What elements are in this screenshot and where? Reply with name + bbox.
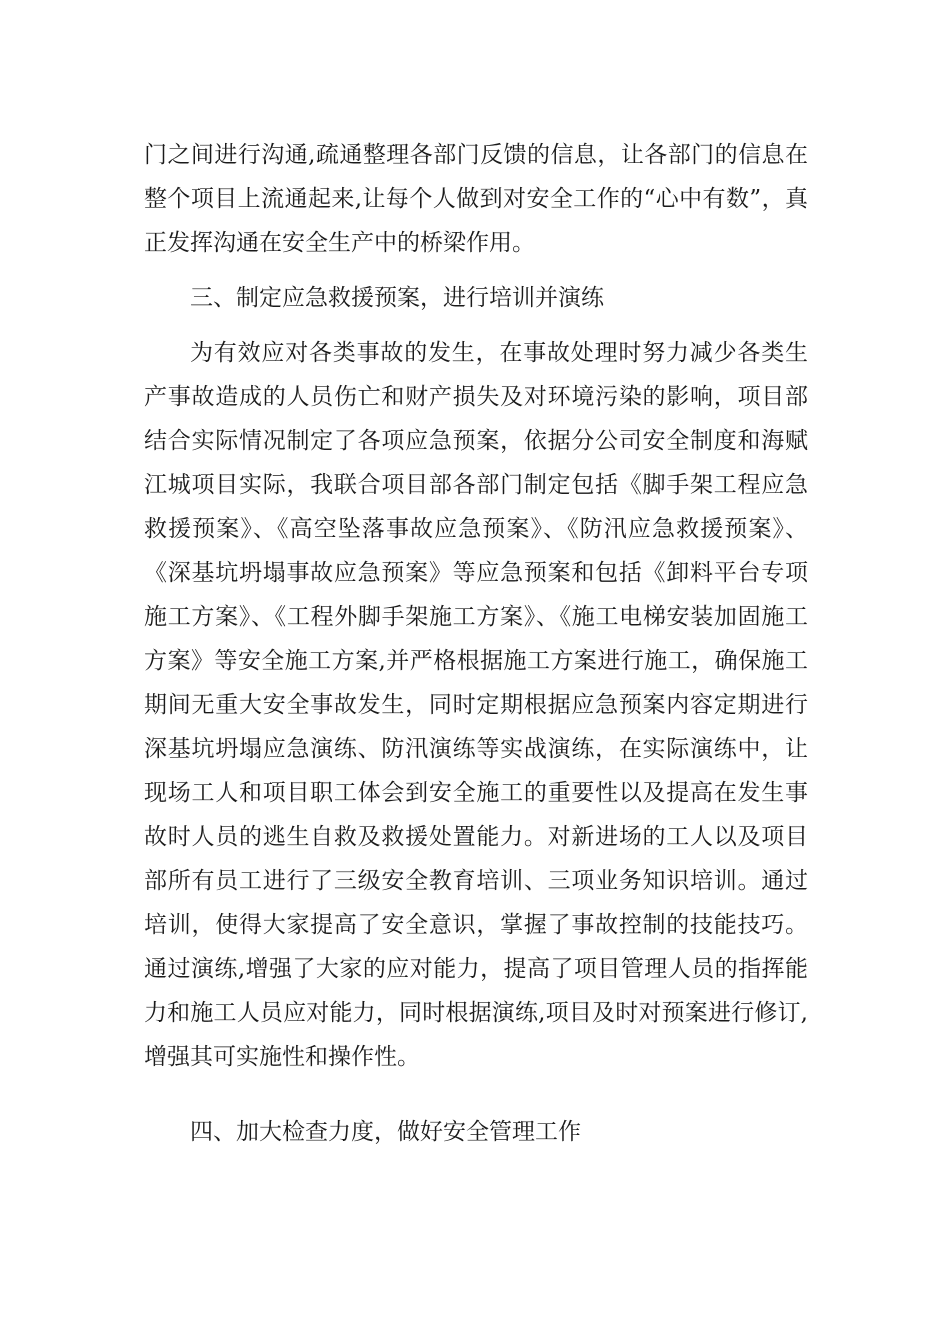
- section-heading-4: 四、加大检查力度，做好安全管理工作: [190, 1119, 581, 1145]
- paragraph-continuation: 门之间进行沟通,疏通整理各部门反馈的信息，让各部门的信息在整个项目上流通起来,让每个人做到对安全工作的“心中有数”，真正发挥沟通在安全生产中的桥梁作用。: [144, 142, 808, 256]
- paragraph-emergency-plan: 为有效应对各类事故的发生，在事故处理时努力减少各类生产事故造成的人员伤亡和财产损失及对环境污染的影响，项目部结合实际情况制定了各项应急预案，依据分公司安全制度和海赋江城项目实际，我联合项目部各部门制定包括《脚手架工程应急救援预案》、《高空坠落事故应急预案》、《防汛应急救援预案》、《深基坑坍塌事故应急预案》等应急预案和包括《卸料平台专项施工方案》、《工程外脚手架施工方案》、《施工电梯安装加固施工方案》等安全施工方案,并严格根据施工方案进行施工，确保施工期间无重大安全事故发生，同时定期根据应急预案内容定期进行深基坑坍塌应急演练、防汛演练等实战演练，在实际演练中，让现场工人和项目职工体会到安全施工的重要性以及提高在发生事故时人员的逃生自救及救援处置能力。对新进场的工人以及项目部所有员工进行了三级安全教育培训、三项业务知识培训。通过培训，使得大家提高了安全意识，掌握了事故控制的技能技巧。通过演练,增强了大家的应对能力，提高了项目管理人员的指挥能力和施工人员应对能力，同时根据演练,项目及时对预案进行修订,增强其可实施性和操作性。: [144, 340, 808, 1070]
- document-body: [144, 133, 808, 1154]
- section-heading-3: 三、制定应急救援预案，进行培训并演练: [190, 285, 604, 311]
